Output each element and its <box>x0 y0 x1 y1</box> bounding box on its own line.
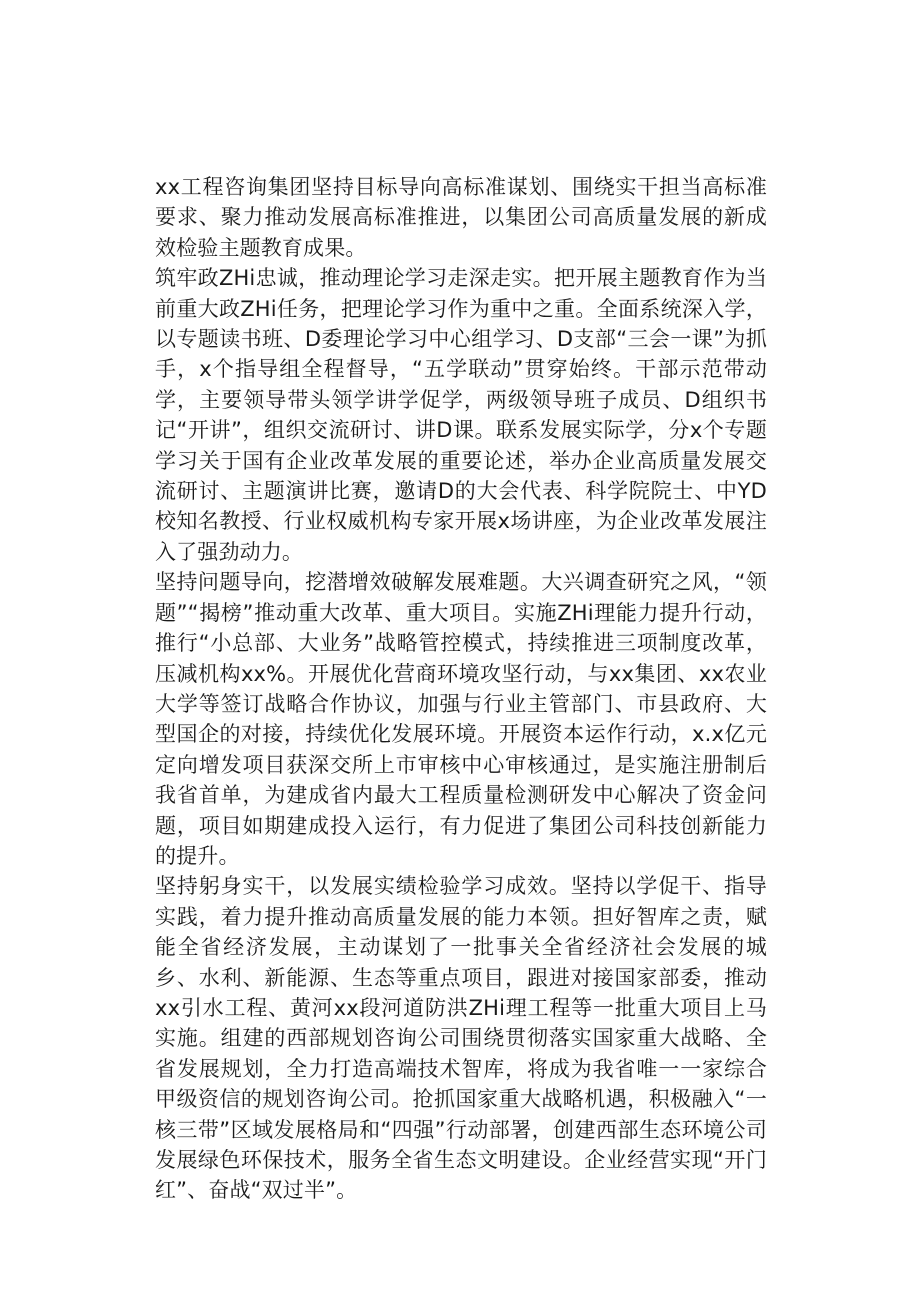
paragraph-practical-results: 坚持躬身实干，以发展实绩检验学习成效。坚持以学促干、指导实践，着力提升推动高质量发展的能力本领。担好智库之责，赋能全省经济发展，主动谋划了一批事关全省经济社会发展的城乡、水利、新能源、生态等重点项目，跟进对接国家部委，推动xx引水工程、黄河xx段河道防洪ZHi理工程等一批重大项目上马实施。组建的西部规划咨询公司围绕贯彻落实国家重大战略、全省发展规划，全力打造高端技术智库，将成为我省唯一一家综合甲级资信的规划咨询公司。抢抓国家重大战略机遇，积极融入“一核三带”区域发展格局和“四强”行动部署，创建西部生态环境公司发展绿色环保技术，服务全省生态文明建设。企业经营实现“开门红”、奋战“双过半”。 <box>155 874 767 1203</box>
paragraph-problem-oriented: 坚持问题导向，挖潜增效破解发展难题。大兴调查研究之风，“领题”“揭榜”推动重大改革、重大项目。实施ZHi理能力提升行动，推行“小总部、大业务”战略管控模式，持续推进三项制度改革，压减机构xx%。开展优化营商环境攻坚行动，与xx集团、xx农业大学等签订战略合作协议，加强与行业主管部门、市县政府、大型国企的对接，持续优化发展环境。开展资本运作行动，x.x亿元定向增发项目获深交所上市审核中心审核通过，是实施注册制后我省首单，为建成省内最大工程质量检测研发中心解决了资金问题，项目如期建成投入运行，有力促进了集团公司科技创新能力的提升。 <box>155 570 767 868</box>
document-body <box>155 172 767 1206</box>
paragraph-theory-study: 筑牢政ZHi忠诚，推动理论学习走深走实。把开展主题教育作为当前重大政ZHi任务，把理论学习作为重中之重。全面系统深入学，以专题读书班、D委理论学习中心组学习、D支部“三会一课”为抓手，x个指导组全程督导，“五学联动”贯穿始终。干部示范带动学，主要领导带头领学讲学促学，两级领导班子成员、D组织书记“开讲”，组织交流研讨、讲D课。联系发展实际学，分x个专题学习关于国有企业改革发展的重要论述，举办企业高质量发展交流研讨、主题演讲比赛，邀请D的大会代表、科学院院士、中YD校知名教授、行业权威机构专家开展x场讲座，为企业改革发展注入了强劲动力。 <box>155 266 767 564</box>
paragraph-intro: xx工程咨询集团坚持目标导向高标准谋划、围绕实干担当高标准要求、聚力推动发展高标准推进，以集团公司高质量发展的新成效检验主题教育成果。 <box>155 175 767 260</box>
